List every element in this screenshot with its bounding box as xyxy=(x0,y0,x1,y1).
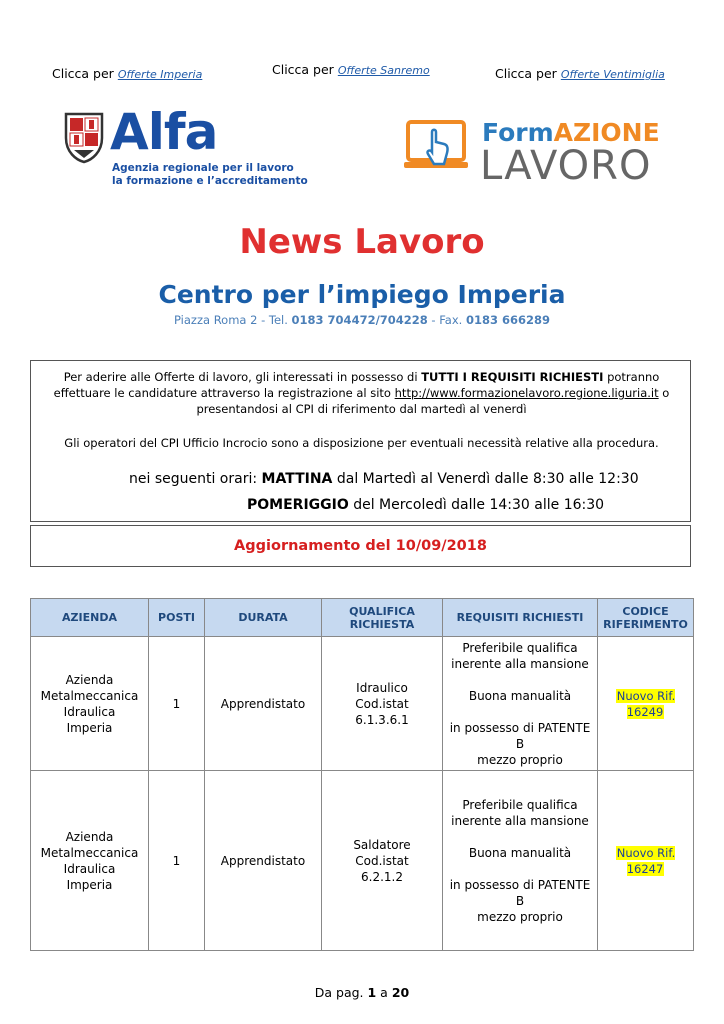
formazione-logo-top xyxy=(482,120,660,145)
requisito-line: mezzo proprio xyxy=(477,909,563,924)
top-link-sanremo xyxy=(272,62,430,77)
cell-codice xyxy=(598,637,694,771)
azienda-line: Azienda xyxy=(65,829,114,844)
codice-label: Nuovo Rif. xyxy=(616,845,676,860)
update-date: Aggiornamento del 10/09/2018 xyxy=(234,538,487,554)
azienda-line: Idraulica xyxy=(63,861,116,876)
header-qualifica: QUALIFICA RICHIESTA xyxy=(322,599,443,637)
requisito-line: in possesso di PATENTE B xyxy=(449,877,591,908)
offerte-ventimiglia-link[interactable]: Offerte Ventimiglia xyxy=(560,68,665,81)
requisito-line: inerente alla mansione xyxy=(451,813,589,828)
cell-requisiti xyxy=(443,637,598,771)
codice-label: Nuovo Rif. xyxy=(616,688,676,703)
codice-highlight xyxy=(616,846,675,876)
qualifica-line: 6.2.1.2 xyxy=(361,869,403,884)
laptop-hand-icon xyxy=(404,118,476,184)
pomeriggio-label: POMERIGGIO xyxy=(247,497,349,513)
top-link-prefix: Clicca per xyxy=(272,62,334,77)
info-text: Per aderire alle Offerte di lavoro, gli interessati in possesso di xyxy=(63,370,422,384)
requisito-line: Preferibile qualifica xyxy=(462,797,578,812)
cell-codice xyxy=(598,771,694,951)
alfa-logo-word: Alfa xyxy=(110,103,218,161)
orari-prefix: nei seguenti orari: xyxy=(129,471,262,487)
fax-number: 0183 666289 xyxy=(465,313,550,327)
page-title: News Lavoro xyxy=(239,222,485,262)
qualifica-line: Cod.istat xyxy=(355,853,409,868)
header-durata: DURATA xyxy=(205,599,322,637)
top-link-imperia xyxy=(52,66,202,81)
info-paragraph-1 xyxy=(37,369,686,417)
info-bold: TUTTI I REQUISITI RICHIESTI xyxy=(421,370,604,384)
info-box xyxy=(30,360,691,522)
table-row xyxy=(31,637,694,771)
cell-qualifica xyxy=(322,771,443,951)
qualifica-line: Cod.istat xyxy=(355,696,409,711)
logo-form-text: Form xyxy=(482,118,554,147)
requisito-line: Buona manualità xyxy=(468,845,572,860)
header-codice: CODICE RIFERIMENTO xyxy=(598,599,694,637)
info-paragraph-2: Gli operatori del CPI Ufficio Incrocio sono a disposizione per eventuali necessità relative alla procedura. xyxy=(64,436,659,450)
cell-requisiti xyxy=(443,771,598,951)
orari-mattina xyxy=(129,471,639,487)
cell-durata: Apprendistato xyxy=(205,637,322,771)
pomeriggio-text: del Mercoledì dalle 14:30 alle 16:30 xyxy=(348,497,605,513)
requisito-line: Preferibile qualifica xyxy=(462,640,578,655)
top-link-prefix: Clicca per xyxy=(495,66,557,81)
header-azienda: AZIENDA xyxy=(31,599,149,637)
update-box xyxy=(30,525,691,567)
codice-highlight xyxy=(616,689,675,719)
formazione-logo-bottom: LAVORO xyxy=(480,143,652,189)
top-link-ventimiglia xyxy=(495,66,665,81)
azienda-line: Idraulica xyxy=(63,704,116,719)
contact-address xyxy=(0,313,724,327)
footer-page-number: 1 xyxy=(367,985,377,1000)
formazione-lavoro-site-link[interactable]: http://www.formazionelavoro.regione.liguria.it xyxy=(394,386,659,400)
codice-number: 16249 xyxy=(626,704,664,719)
qualifica-line: Saldatore xyxy=(353,837,411,852)
header-posti: POSTI xyxy=(149,599,205,637)
azienda-line: Azienda xyxy=(65,672,114,687)
codice-number: 16247 xyxy=(626,861,664,876)
requisito-line: mezzo proprio xyxy=(477,752,563,767)
table-row xyxy=(31,771,694,951)
footer-prefix: Da pag. xyxy=(314,985,368,1000)
footer-total-pages: 20 xyxy=(391,985,410,1000)
cell-posti: 1 xyxy=(149,771,205,951)
azienda-line: Metalmeccanica xyxy=(40,688,139,703)
requisito-line: inerente alla mansione xyxy=(451,656,589,671)
mattina-label: MATTINA xyxy=(261,471,333,487)
liguria-shield-icon xyxy=(62,112,106,164)
table-header-row xyxy=(31,599,694,637)
offerte-imperia-link[interactable]: Offerte Imperia xyxy=(117,68,203,81)
cell-posti: 1 xyxy=(149,637,205,771)
footer-middle: a xyxy=(376,985,392,1000)
alfa-subtitle-line1: Agenzia regionale per il lavoro xyxy=(112,162,294,174)
cell-qualifica xyxy=(322,637,443,771)
top-link-prefix: Clicca per xyxy=(52,66,114,81)
cell-durata: Apprendistato xyxy=(205,771,322,951)
orari-pomeriggio xyxy=(247,497,604,513)
azienda-line: Imperia xyxy=(66,877,113,892)
cell-azienda xyxy=(31,771,149,951)
requisito-line: in possesso di PATENTE B xyxy=(449,720,591,751)
address-prefix: Piazza Roma 2 - Tel. xyxy=(174,313,292,327)
phone-number: 0183 704472/704228 xyxy=(291,313,428,327)
logo-azione-text: AZIONE xyxy=(553,118,660,147)
alfa-subtitle-line2: la formazione e l’accreditamento xyxy=(112,175,308,187)
cell-azienda xyxy=(31,637,149,771)
alfa-logo-subtitle xyxy=(112,162,308,188)
offerte-sanremo-link[interactable]: Offerte Sanremo xyxy=(337,64,430,77)
requisito-line: Buona manualità xyxy=(468,688,572,703)
azienda-line: Imperia xyxy=(66,720,113,735)
qualifica-line: 6.1.3.6.1 xyxy=(355,712,409,727)
info-text: potranno effettuare le candidature attraverso la registrazione al sito xyxy=(53,370,660,400)
info-text: o presentandosi al CPI di riferimento dal martedì al venerdì xyxy=(196,386,670,416)
fax-prefix: - Fax. xyxy=(427,313,466,327)
page-footer xyxy=(0,985,724,1000)
azienda-line: Metalmeccanica xyxy=(40,845,139,860)
page-subtitle: Centro per l’impiego Imperia xyxy=(158,280,566,309)
jobs-table xyxy=(30,598,694,951)
mattina-text: dal Martedì al Venerdì dalle 8:30 alle 12:30 xyxy=(332,471,639,487)
header-requisiti: REQUISITI RICHIESTI xyxy=(443,599,598,637)
qualifica-line: Idraulico xyxy=(356,680,408,695)
